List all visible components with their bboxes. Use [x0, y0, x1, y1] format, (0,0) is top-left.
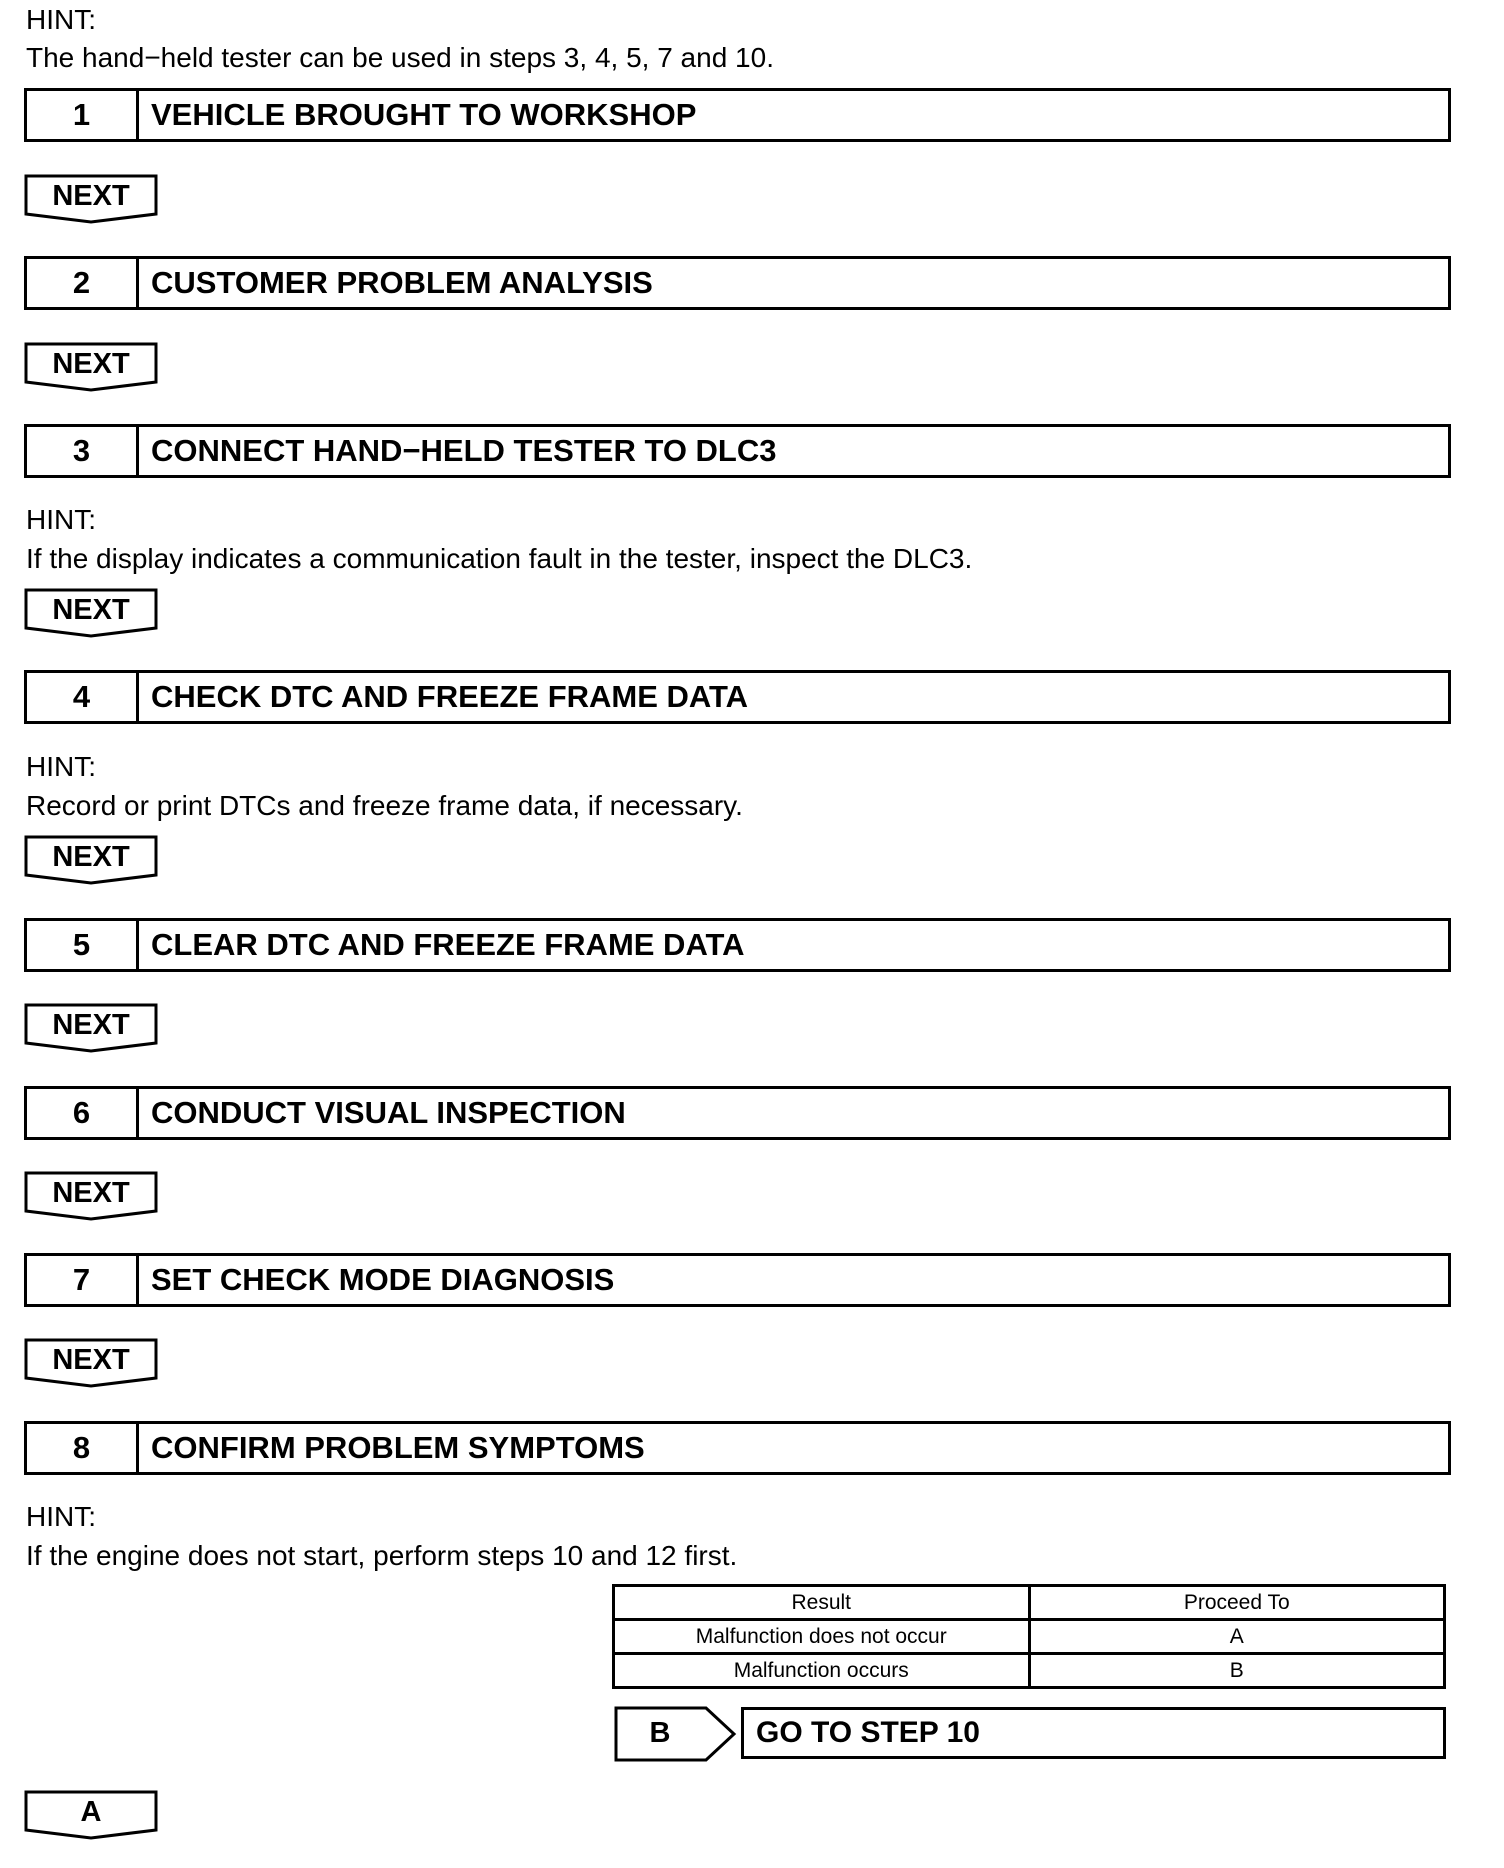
- result-cell: Malfunction occurs: [614, 1654, 1030, 1688]
- next-label: NEXT: [52, 594, 130, 626]
- step-number: 4: [27, 673, 139, 721]
- next-button[interactable]: [24, 1003, 158, 1053]
- step-title: SET CHECK MODE DIAGNOSIS: [151, 1262, 615, 1297]
- step-2: [24, 256, 1451, 310]
- go-to-step-box: [741, 1707, 1446, 1759]
- next-label: NEXT: [52, 348, 130, 380]
- header-proceed-to: Proceed To: [1029, 1586, 1445, 1620]
- next-label: NEXT: [52, 841, 130, 873]
- next-label: NEXT: [52, 1009, 130, 1041]
- hint-label: HINT:: [26, 504, 96, 535]
- hint-label: HINT:: [26, 4, 96, 35]
- next-label: NEXT: [52, 180, 130, 212]
- step-number: 7: [27, 1256, 139, 1304]
- step-number: 2: [27, 259, 139, 307]
- step-title: VEHICLE BROUGHT TO WORKSHOP: [151, 97, 697, 132]
- branch-label: B: [649, 1717, 671, 1749]
- result-cell: Malfunction does not occur: [614, 1620, 1030, 1654]
- step-4: [24, 670, 1451, 724]
- branch-a-button[interactable]: [24, 1790, 158, 1840]
- step-title: CONNECT HAND−HELD TESTER TO DLC3: [151, 433, 777, 468]
- hint-text: Record or print DTCs and freeze frame data, if necessary.: [26, 790, 743, 821]
- step-3: [24, 424, 1451, 478]
- hint-text: If the engine does not start, perform steps 10 and 12 first.: [26, 1540, 738, 1571]
- step-number: 1: [27, 91, 139, 139]
- step-number: 8: [27, 1424, 139, 1472]
- next-label: NEXT: [52, 1177, 130, 1209]
- proceed-cell: A: [1029, 1620, 1445, 1654]
- result-table: [612, 1584, 1446, 1689]
- step-title: CLEAR DTC AND FREEZE FRAME DATA: [151, 927, 745, 962]
- next-button[interactable]: [24, 588, 158, 638]
- next-button[interactable]: [24, 835, 158, 885]
- branch-b-button[interactable]: [614, 1706, 738, 1762]
- go-to-step-text: GO TO STEP 10: [756, 1716, 980, 1749]
- proceed-cell: B: [1029, 1654, 1445, 1688]
- step-number: 6: [27, 1089, 139, 1137]
- step-5: [24, 918, 1451, 972]
- step-title: CHECK DTC AND FREEZE FRAME DATA: [151, 679, 749, 714]
- hint-text: If the display indicates a communication fault in the tester, inspect the DLC3.: [26, 543, 973, 574]
- hint-text: The hand−held tester can be used in steps 3, 4, 5, 7 and 10.: [26, 42, 774, 73]
- branch-label: A: [80, 1796, 102, 1828]
- next-button[interactable]: [24, 1338, 158, 1388]
- step-1: [24, 88, 1451, 142]
- step-title: CONDUCT VISUAL INSPECTION: [151, 1095, 626, 1130]
- table-row: [614, 1654, 1445, 1688]
- hint-label: HINT:: [26, 1501, 96, 1532]
- header-result: Result: [614, 1586, 1030, 1620]
- step-6: [24, 1086, 1451, 1140]
- step-title: CUSTOMER PROBLEM ANALYSIS: [151, 265, 653, 300]
- step-7: [24, 1253, 1451, 1307]
- step-number: 5: [27, 921, 139, 969]
- next-button[interactable]: [24, 1171, 158, 1221]
- step-8: [24, 1421, 1451, 1475]
- next-label: NEXT: [52, 1344, 130, 1376]
- next-button[interactable]: [24, 342, 158, 392]
- step-number: 3: [27, 427, 139, 475]
- next-button[interactable]: [24, 174, 158, 224]
- hint-label: HINT:: [26, 751, 96, 782]
- table-row: [614, 1620, 1445, 1654]
- step-title: CONFIRM PROBLEM SYMPTOMS: [151, 1430, 645, 1465]
- table-header-row: [614, 1586, 1445, 1620]
